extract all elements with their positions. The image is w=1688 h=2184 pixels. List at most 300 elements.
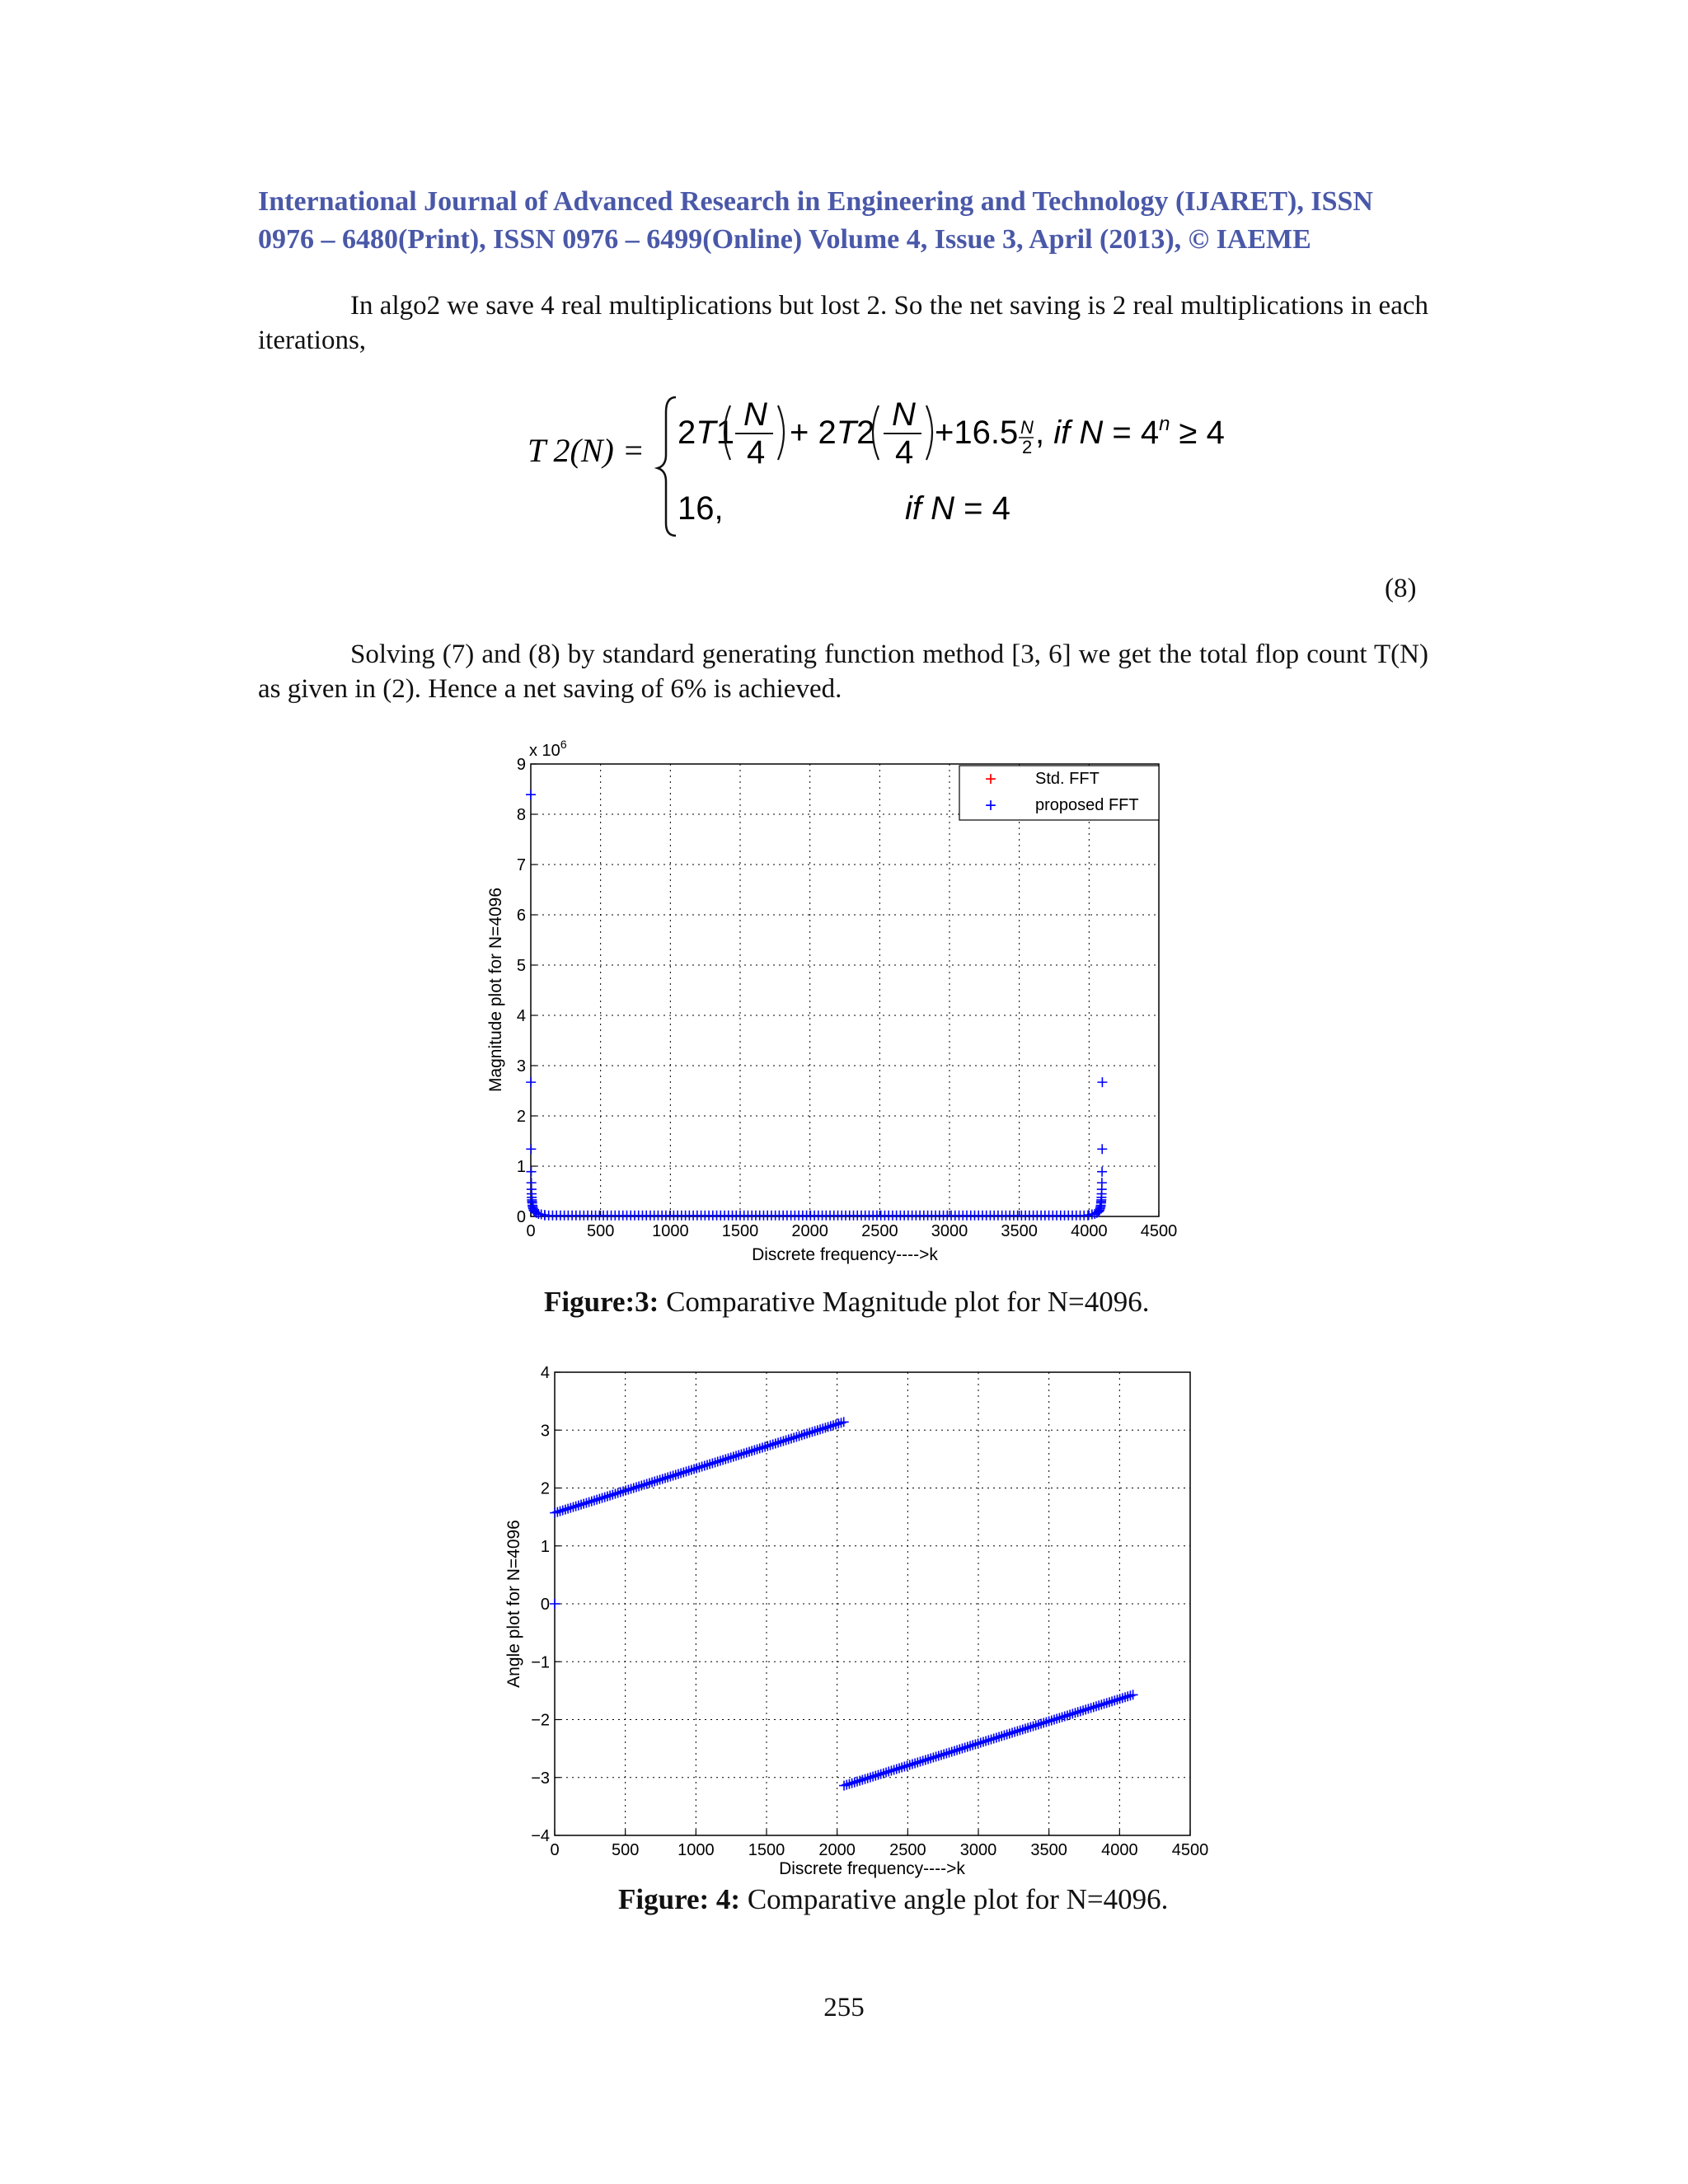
data-point bbox=[736, 1449, 746, 1459]
x-tick-label: 0 bbox=[526, 1222, 536, 1240]
data-point bbox=[571, 1502, 581, 1511]
data-point bbox=[870, 1771, 880, 1781]
data-point bbox=[1109, 1695, 1119, 1705]
data-point bbox=[629, 1483, 639, 1493]
data-point bbox=[994, 1732, 1004, 1741]
data-point bbox=[1002, 1729, 1012, 1739]
data-point bbox=[1091, 1701, 1101, 1711]
data-point bbox=[1020, 1723, 1030, 1733]
svg-text:4: 4 bbox=[747, 434, 766, 471]
y-tick-label: 4 bbox=[516, 1007, 526, 1025]
data-point bbox=[1115, 1694, 1125, 1704]
data-point bbox=[652, 1476, 662, 1486]
axis-ticks bbox=[531, 1364, 1208, 1859]
figure-3-caption bbox=[544, 1286, 1150, 1319]
data-point bbox=[1025, 1722, 1035, 1732]
data-point bbox=[660, 1474, 670, 1483]
data-point bbox=[707, 1458, 717, 1468]
chart-grid bbox=[555, 1372, 1190, 1835]
data-point bbox=[687, 1465, 696, 1475]
data-point bbox=[720, 1454, 730, 1464]
y-tick-label: −2 bbox=[531, 1711, 550, 1730]
data-point bbox=[705, 1459, 715, 1469]
data-point bbox=[673, 1469, 683, 1479]
data-point bbox=[742, 1447, 752, 1457]
data-point bbox=[527, 1167, 537, 1177]
data-point bbox=[1023, 1722, 1033, 1732]
data-point bbox=[1107, 1696, 1117, 1706]
data-point bbox=[1052, 1713, 1062, 1723]
data-point bbox=[915, 1757, 925, 1767]
data-point bbox=[734, 1450, 743, 1460]
data-point bbox=[954, 1745, 964, 1755]
journal-header bbox=[258, 183, 1428, 259]
data-point bbox=[621, 1486, 631, 1496]
x-tick-label: 2000 bbox=[791, 1222, 828, 1240]
y-tick-label: 0 bbox=[540, 1596, 550, 1614]
figure-3-caption-text: Comparative Magnitude plot for N=4096. bbox=[659, 1286, 1150, 1318]
data-point bbox=[700, 1461, 710, 1471]
data-point bbox=[655, 1475, 665, 1485]
data-point bbox=[1044, 1716, 1054, 1726]
data-point bbox=[813, 1425, 823, 1435]
data-point bbox=[1097, 1167, 1107, 1177]
data-point bbox=[607, 1490, 617, 1500]
data-point bbox=[945, 1748, 954, 1758]
data-point bbox=[928, 1753, 938, 1763]
data-point bbox=[718, 1455, 728, 1465]
equation-lhs: T 2(N) = bbox=[528, 432, 645, 469]
data-point bbox=[552, 1507, 562, 1517]
data-point bbox=[749, 1445, 759, 1455]
data-point bbox=[894, 1764, 904, 1774]
data-point bbox=[689, 1465, 699, 1474]
data-point bbox=[776, 1436, 785, 1446]
data-point bbox=[526, 1144, 536, 1154]
data-point bbox=[1102, 1698, 1112, 1708]
x-tick-label: 4000 bbox=[1071, 1222, 1108, 1240]
data-point bbox=[731, 1451, 741, 1460]
figure-4-caption-label: Figure: 4: bbox=[618, 1883, 741, 1915]
svg-text:N: N bbox=[743, 396, 767, 433]
data-point bbox=[1065, 1709, 1075, 1719]
data-point bbox=[823, 1422, 833, 1432]
data-point bbox=[665, 1472, 675, 1482]
x-tick-label: 4000 bbox=[1101, 1841, 1138, 1859]
data-point bbox=[771, 1438, 781, 1448]
y-tick-label: 0 bbox=[516, 1208, 526, 1226]
data-point bbox=[715, 1455, 725, 1465]
data-point bbox=[671, 1470, 681, 1480]
page-number: 255 bbox=[823, 1993, 865, 2022]
data-point bbox=[634, 1482, 644, 1492]
svg-text:, if N = 4n ≥ 4: , if $N = 4^n \ge 4$ bbox=[1035, 413, 1225, 451]
data-point bbox=[581, 1498, 591, 1508]
data-point bbox=[860, 1774, 870, 1784]
journal-header-line1: International Journal of Advanced Research in Engineering and Technology (IJARET), ISSN bbox=[258, 186, 1373, 217]
data-point bbox=[987, 1734, 996, 1744]
data-point bbox=[818, 1423, 828, 1433]
data-point bbox=[613, 1488, 623, 1498]
data-point bbox=[692, 1464, 701, 1474]
x-tick-label: 4500 bbox=[1140, 1222, 1178, 1240]
data-point bbox=[863, 1774, 873, 1783]
data-point bbox=[815, 1424, 825, 1434]
data-point bbox=[550, 1599, 560, 1609]
data-point bbox=[831, 1419, 841, 1429]
data-point bbox=[568, 1502, 578, 1512]
x-tick-label: 1500 bbox=[748, 1841, 785, 1859]
data-point bbox=[868, 1772, 878, 1782]
data-point bbox=[678, 1468, 688, 1478]
data-point bbox=[1005, 1728, 1015, 1738]
data-point bbox=[981, 1736, 991, 1746]
data-point bbox=[897, 1763, 907, 1773]
equation-number: (8) bbox=[1385, 574, 1417, 603]
data-point bbox=[826, 1421, 836, 1431]
data-point bbox=[1097, 1077, 1107, 1087]
data-point bbox=[579, 1499, 588, 1509]
data-point bbox=[610, 1489, 620, 1499]
data-point bbox=[976, 1738, 986, 1748]
x-tick-label: 3500 bbox=[1001, 1222, 1038, 1240]
data-point bbox=[1012, 1726, 1022, 1736]
data-point bbox=[589, 1496, 599, 1506]
data-point bbox=[992, 1732, 1001, 1742]
data-point bbox=[713, 1456, 723, 1466]
data-point bbox=[1118, 1693, 1128, 1703]
y-tick-label: −3 bbox=[531, 1769, 550, 1788]
data-point bbox=[1086, 1703, 1096, 1713]
y-tick-label: 6 bbox=[516, 907, 526, 925]
data-point bbox=[892, 1765, 902, 1774]
data-point bbox=[963, 1742, 973, 1752]
svg-text:if N = 4: if N = 4 bbox=[905, 490, 1010, 527]
data-point bbox=[558, 1506, 568, 1516]
data-point bbox=[587, 1497, 597, 1507]
svg-text:+ 2T2: + 2T2 bbox=[790, 415, 875, 451]
data-point bbox=[947, 1747, 957, 1757]
data-point bbox=[950, 1746, 959, 1756]
legend-label-std: Std. FFT bbox=[1035, 770, 1100, 788]
data-point bbox=[565, 1503, 575, 1513]
data-point bbox=[1031, 1720, 1041, 1730]
data-point bbox=[1081, 1704, 1090, 1714]
svg-text:4: 4 bbox=[895, 434, 914, 471]
x-tick-label: 2500 bbox=[861, 1222, 898, 1240]
equation-case2 bbox=[678, 490, 1010, 527]
x-tick-label: 1500 bbox=[721, 1222, 759, 1240]
data-point bbox=[623, 1485, 633, 1495]
data-point bbox=[939, 1750, 949, 1760]
data-point bbox=[1123, 1691, 1132, 1701]
equation-brace bbox=[658, 397, 676, 536]
svg-text:N: N bbox=[1020, 417, 1034, 438]
equation-case1 bbox=[678, 396, 1225, 471]
data-point bbox=[1125, 1690, 1135, 1700]
data-point bbox=[773, 1437, 783, 1447]
data-point bbox=[726, 1452, 736, 1462]
data-point bbox=[563, 1504, 573, 1514]
data-point bbox=[550, 1508, 560, 1518]
data-point bbox=[899, 1762, 909, 1772]
data-point bbox=[865, 1773, 875, 1783]
legend-marker-std: + bbox=[984, 768, 997, 790]
data-point bbox=[850, 1778, 860, 1788]
y-tick-label: 8 bbox=[516, 806, 526, 824]
paragraph-2: Solving (7) and (8) by standard generating function method [3, 6] we get the total flop count T(N) as given in (2). Hence a net saving of 6% is achieved. bbox=[258, 640, 1428, 704]
data-point bbox=[668, 1471, 678, 1481]
data-point bbox=[600, 1493, 610, 1502]
data-point bbox=[784, 1434, 794, 1444]
legend bbox=[959, 766, 1159, 820]
equation-8 bbox=[528, 387, 1269, 544]
x-tick-label: 0 bbox=[550, 1841, 560, 1859]
data-point bbox=[710, 1457, 720, 1467]
data-point bbox=[844, 1779, 854, 1789]
data-point bbox=[598, 1493, 607, 1503]
y-tick-label: 5 bbox=[516, 957, 526, 975]
data-point bbox=[926, 1754, 935, 1764]
data-point bbox=[842, 1780, 851, 1790]
x-tick-label: 4500 bbox=[1171, 1841, 1209, 1859]
y-tick-label: 7 bbox=[516, 856, 526, 874]
data-point bbox=[1015, 1725, 1025, 1735]
y-axis-label: Angle plot for N=4096 bbox=[504, 1520, 523, 1688]
data-point bbox=[957, 1744, 967, 1754]
data-point bbox=[1047, 1715, 1057, 1725]
data-point bbox=[989, 1733, 999, 1743]
data-point bbox=[952, 1746, 962, 1755]
y-tick-label: 2 bbox=[540, 1479, 550, 1498]
data-point bbox=[795, 1431, 804, 1441]
data-point bbox=[1029, 1721, 1039, 1731]
data-point bbox=[526, 790, 536, 799]
chart-grid bbox=[531, 764, 1159, 1216]
svg-text:2: 2 bbox=[1022, 437, 1033, 457]
data-point bbox=[1104, 1697, 1114, 1707]
data-point bbox=[744, 1446, 754, 1456]
data-point bbox=[574, 1501, 584, 1511]
data-point bbox=[605, 1491, 615, 1501]
data-point bbox=[934, 1751, 944, 1761]
data-point bbox=[697, 1462, 707, 1472]
data-point bbox=[1034, 1719, 1043, 1729]
data-point bbox=[804, 1427, 814, 1437]
data-point bbox=[912, 1758, 922, 1768]
data-point bbox=[1062, 1710, 1072, 1720]
data-point bbox=[973, 1739, 983, 1749]
data-point bbox=[702, 1460, 712, 1469]
data-point bbox=[799, 1429, 809, 1439]
data-point bbox=[839, 1417, 849, 1427]
figure-4-caption-text: Comparative angle plot for N=4096. bbox=[740, 1883, 1169, 1915]
data-point bbox=[616, 1488, 626, 1497]
svg-text:+16.5: +16.5 bbox=[935, 415, 1019, 451]
data-point bbox=[684, 1466, 694, 1476]
data-point bbox=[747, 1446, 757, 1455]
data-point bbox=[881, 1768, 891, 1778]
figure-3-caption-label: Figure:3: bbox=[544, 1286, 659, 1318]
x-axis-label: Discrete frequency---->k bbox=[779, 1859, 965, 1878]
data-point bbox=[923, 1755, 933, 1765]
data-point bbox=[526, 1077, 536, 1087]
data-point bbox=[807, 1427, 817, 1436]
data-point bbox=[584, 1497, 594, 1507]
data-point bbox=[762, 1441, 772, 1451]
x-tick-label: 3000 bbox=[931, 1222, 968, 1240]
data-point bbox=[739, 1448, 749, 1458]
data-point bbox=[828, 1420, 838, 1430]
data-point bbox=[658, 1474, 668, 1484]
y-axis-label: Magnitude plot for N=4096 bbox=[486, 887, 505, 1093]
x-tick-label: 500 bbox=[611, 1841, 640, 1859]
y-tick-label: −1 bbox=[531, 1653, 550, 1672]
data-point bbox=[663, 1473, 673, 1483]
data-point bbox=[592, 1495, 602, 1505]
data-point bbox=[649, 1477, 659, 1487]
data-point bbox=[1057, 1712, 1067, 1722]
data-point bbox=[1076, 1706, 1085, 1716]
data-point bbox=[1067, 1708, 1077, 1718]
data-point bbox=[968, 1741, 978, 1750]
data-point bbox=[1018, 1724, 1028, 1734]
data-point bbox=[778, 1436, 788, 1446]
data-point bbox=[837, 1418, 846, 1427]
data-point bbox=[965, 1741, 975, 1751]
data-point bbox=[839, 1781, 849, 1791]
angle-chart bbox=[495, 1360, 1236, 1887]
data-point bbox=[810, 1426, 820, 1436]
y-tick-label: 2 bbox=[516, 1108, 526, 1126]
data-point bbox=[729, 1451, 738, 1461]
data-point bbox=[873, 1770, 883, 1780]
data-point bbox=[753, 1444, 762, 1454]
data-point bbox=[886, 1766, 896, 1776]
data-point bbox=[910, 1759, 920, 1769]
data-point bbox=[1041, 1717, 1051, 1727]
data-point bbox=[797, 1430, 807, 1440]
svg-text:2T1: 2T1 bbox=[678, 415, 734, 451]
data-point bbox=[1112, 1694, 1122, 1704]
data-point bbox=[1089, 1702, 1099, 1712]
y-tick-label: 1 bbox=[540, 1537, 550, 1556]
data-point bbox=[755, 1443, 765, 1453]
data-point bbox=[1007, 1727, 1017, 1737]
y-tick-label: −4 bbox=[531, 1827, 550, 1845]
data-point bbox=[786, 1433, 796, 1443]
data-point bbox=[1120, 1692, 1130, 1702]
paragraph-1: In algo2 we save 4 real multiplications but lost 2. So the net saving is 2 real multiplications in each iterations, bbox=[258, 291, 1428, 355]
legend-label-proposed: proposed FFT bbox=[1035, 796, 1139, 814]
data-point bbox=[1071, 1708, 1081, 1718]
data-point bbox=[879, 1769, 889, 1779]
data-point bbox=[791, 1432, 801, 1441]
y-tick-label: 4 bbox=[540, 1364, 550, 1382]
data-point bbox=[645, 1479, 654, 1488]
x-tick-label: 2500 bbox=[889, 1841, 926, 1859]
data-point bbox=[1049, 1714, 1059, 1724]
data-point bbox=[983, 1735, 993, 1745]
journal-header-line2: 0976 – 6480(Print), ISSN 0976 – 6499(Online) Volume 4, Issue 3, April (2013), © IAEME bbox=[258, 224, 1311, 255]
data-point bbox=[936, 1750, 946, 1760]
x-tick-label: 2000 bbox=[818, 1841, 856, 1859]
data-point bbox=[921, 1755, 931, 1765]
data-point bbox=[676, 1469, 686, 1479]
x-tick-label: 1000 bbox=[678, 1841, 715, 1859]
data-point bbox=[941, 1749, 951, 1759]
svg-text:16,: 16, bbox=[678, 490, 724, 527]
data-point bbox=[576, 1500, 586, 1510]
data-point bbox=[907, 1760, 917, 1769]
data-point bbox=[918, 1756, 928, 1766]
data-point bbox=[781, 1435, 791, 1445]
x-tick-label: 500 bbox=[586, 1222, 615, 1240]
data-point bbox=[760, 1441, 770, 1451]
data-point bbox=[626, 1484, 636, 1494]
figure-4-caption bbox=[618, 1883, 1168, 1916]
x-axis-label: Discrete frequency---->k bbox=[752, 1245, 938, 1264]
data-point bbox=[847, 1779, 857, 1788]
data-point bbox=[603, 1492, 612, 1502]
data-point bbox=[682, 1467, 692, 1477]
data-point bbox=[996, 1731, 1006, 1741]
data-point bbox=[1073, 1707, 1083, 1717]
data-point bbox=[724, 1453, 734, 1463]
data-point bbox=[1054, 1713, 1064, 1722]
data-point bbox=[970, 1740, 980, 1750]
x-tick-label: 3500 bbox=[1030, 1841, 1067, 1859]
data-point bbox=[1097, 1144, 1107, 1154]
data-point bbox=[960, 1743, 970, 1753]
y-tick-label: 3 bbox=[540, 1422, 550, 1441]
data-point bbox=[1078, 1705, 1088, 1715]
data-point bbox=[1100, 1699, 1109, 1708]
data-point bbox=[857, 1775, 867, 1785]
data-point bbox=[852, 1777, 862, 1787]
data-point bbox=[1083, 1704, 1093, 1713]
data-point bbox=[999, 1730, 1009, 1740]
axis-ticks bbox=[517, 756, 1177, 1240]
data-point bbox=[833, 1418, 843, 1428]
data-point bbox=[636, 1481, 646, 1491]
data-point bbox=[647, 1478, 657, 1488]
data-markers bbox=[526, 790, 1107, 1221]
data-point bbox=[820, 1422, 830, 1432]
y-tick-label: 1 bbox=[516, 1158, 526, 1176]
data-point bbox=[903, 1761, 912, 1771]
magnitude-chart bbox=[470, 738, 1212, 1265]
data-point bbox=[768, 1439, 778, 1449]
data-point bbox=[1094, 1700, 1104, 1710]
svg-text:N: N bbox=[892, 396, 916, 433]
data-point bbox=[556, 1507, 565, 1516]
data-point bbox=[931, 1752, 941, 1762]
data-point bbox=[631, 1483, 641, 1493]
data-point bbox=[905, 1760, 915, 1770]
data-point bbox=[560, 1505, 570, 1515]
legend-marker-proposed: + bbox=[984, 794, 997, 817]
data-point bbox=[978, 1736, 988, 1746]
data-point bbox=[757, 1442, 767, 1452]
y-multiplier: x $10^6$ bbox=[529, 738, 567, 760]
y-tick-label: 9 bbox=[516, 756, 526, 774]
data-point bbox=[789, 1432, 799, 1442]
data-point bbox=[1128, 1690, 1138, 1699]
data-point bbox=[642, 1479, 652, 1489]
data-point bbox=[884, 1767, 893, 1777]
data-point bbox=[594, 1494, 604, 1504]
